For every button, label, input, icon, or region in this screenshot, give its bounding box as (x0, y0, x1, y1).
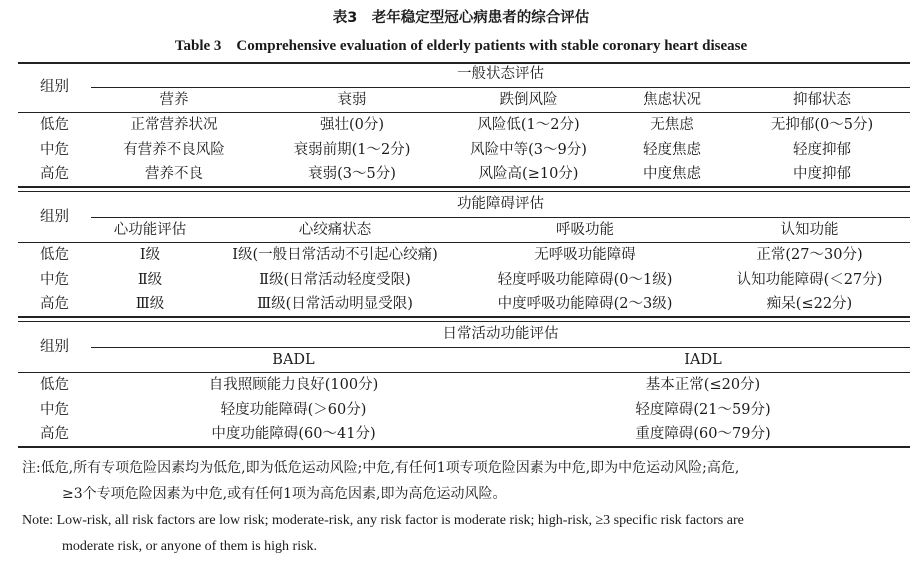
column-header: 呼吸功能 (461, 217, 709, 243)
table-cell: 风险低(1～2分) (447, 113, 610, 138)
table-cell: 风险中等(3～9分) (470, 141, 587, 158)
table-cell: 重度障碍(60～79分) (635, 426, 771, 442)
table-cell: 无呼吸功能障碍 (461, 243, 709, 268)
group-cell: 低危 (18, 113, 91, 138)
section-rule (18, 186, 910, 188)
column-header: 心绞痛状态 (209, 217, 461, 243)
section-daily-activity (18, 322, 910, 447)
table-row (18, 243, 910, 268)
table-row (18, 373, 910, 398)
group-cell: 低危 (18, 373, 91, 398)
note-line: ≥3个专项危险因素为中危,或有任何1项为高危因素,即为高危运动风险。 (62, 486, 507, 502)
table-cell: Ⅱ级 (137, 271, 163, 288)
table-cell: 轻度障碍(21～59分) (635, 401, 771, 418)
table-cell: 轻度抑郁 (793, 141, 852, 158)
table-row (18, 113, 910, 138)
note-line: Note: Low-risk, all risk factors are low risk; moderate-risk, any risk factor is moderate risk; high-risk, ≥3 specific risk factors are (22, 513, 744, 528)
column-header: 心功能评估 (91, 217, 209, 243)
table-cell: Ⅱ级(日常活动轻度受限) (259, 271, 411, 288)
group-cell: 高危 (40, 296, 69, 312)
table-cell: 正常(27～30分) (709, 243, 910, 268)
table-note-cn (22, 455, 912, 507)
table-cell: 衰弱前期(1～2分) (293, 141, 411, 158)
table-cell: 无焦虑 (610, 113, 734, 138)
table-cell: 风险高(≥10分) (478, 166, 579, 182)
table-row (18, 422, 910, 447)
table-cell: 中度焦虑 (643, 166, 701, 182)
table-note-en (22, 508, 912, 560)
table-cell: 无抑郁(0～5分) (734, 113, 910, 138)
group-cell: 中危 (40, 401, 69, 418)
table-rule-bottom (18, 446, 910, 448)
table-cell: 强壮(0分) (257, 113, 447, 138)
table-cell: 痴呆(≤22分) (766, 296, 853, 312)
table-row (18, 138, 910, 163)
section-dysfunction (18, 192, 910, 317)
table-cell: 轻度功能障碍(＞60分) (220, 401, 367, 418)
table-cell: Ⅲ级 (135, 296, 165, 312)
table-cell: 轻度呼吸功能障碍(0～1级) (497, 271, 673, 288)
group-cell: 低危 (18, 243, 91, 268)
column-header: 跌倒风险 (447, 87, 610, 113)
group-label-header: 组别 (40, 338, 69, 355)
table-cell: Ⅰ级 (91, 243, 209, 268)
group-cell: 中危 (40, 271, 69, 288)
section-title: 功能障碍评估 (457, 196, 544, 212)
table-cell: 正常营养状况 (91, 113, 257, 138)
group-cell: 高危 (40, 166, 69, 182)
column-header: 抑郁状态 (734, 87, 910, 113)
table-caption-en: Table 3 Comprehensive evaluation of elderly patients with stable coronary heart disease (174, 38, 748, 54)
table-row (18, 398, 910, 423)
table-cell: 有营养不良风险 (123, 141, 225, 158)
column-header: BADL (91, 347, 496, 373)
table-cell: Ⅲ级(日常活动明显受限) (257, 296, 413, 312)
group-label-header: 组别 (40, 78, 69, 95)
column-header: 焦虑状况 (610, 87, 734, 113)
table-cell: 中度功能障碍(60～41分) (211, 426, 376, 442)
table-cell: 认知功能障碍(＜27分) (736, 271, 883, 288)
table-row (18, 292, 910, 317)
group-cell: 中危 (40, 141, 69, 158)
section-rule (18, 316, 910, 318)
group-cell: 高危 (40, 426, 69, 442)
column-header: 营养 (91, 87, 257, 113)
note-line: moderate risk, or anyone of them is high risk. (62, 539, 318, 554)
column-header: IADL (496, 347, 910, 373)
table-row (18, 162, 910, 187)
note-line: 注:低危,所有专项危险因素均为低危,即为低危运动风险;中危,有任何1项专项危险因素为中危,即为中危运动风险;高危, (22, 460, 740, 476)
group-label-header: 组别 (40, 208, 69, 225)
table-cell: Ⅰ级(一般日常活动不引起心绞痛) (209, 243, 461, 268)
table-cell: 轻度焦虑 (643, 141, 701, 158)
table-cell: 中度呼吸功能障碍(2～3级) (497, 296, 673, 312)
table-cell: 营养不良 (145, 166, 203, 182)
table-cell: 基本正常(≤20分) (496, 373, 910, 398)
column-header: 认知功能 (709, 217, 910, 243)
column-header: 衰弱 (257, 87, 447, 113)
table-cell: 自我照顾能力良好(100分) (91, 373, 496, 398)
table-cell: 衰弱(3～5分) (308, 166, 396, 182)
section-title: 一般状态评估 (457, 66, 545, 82)
section-title: 日常活动功能评估 (442, 326, 559, 342)
table-caption-cn: 表3 老年稳定型冠心病患者的综合评估 (332, 10, 590, 26)
section-general-status (18, 62, 910, 187)
table-cell: 中度抑郁 (793, 166, 852, 182)
table-row (18, 268, 910, 293)
